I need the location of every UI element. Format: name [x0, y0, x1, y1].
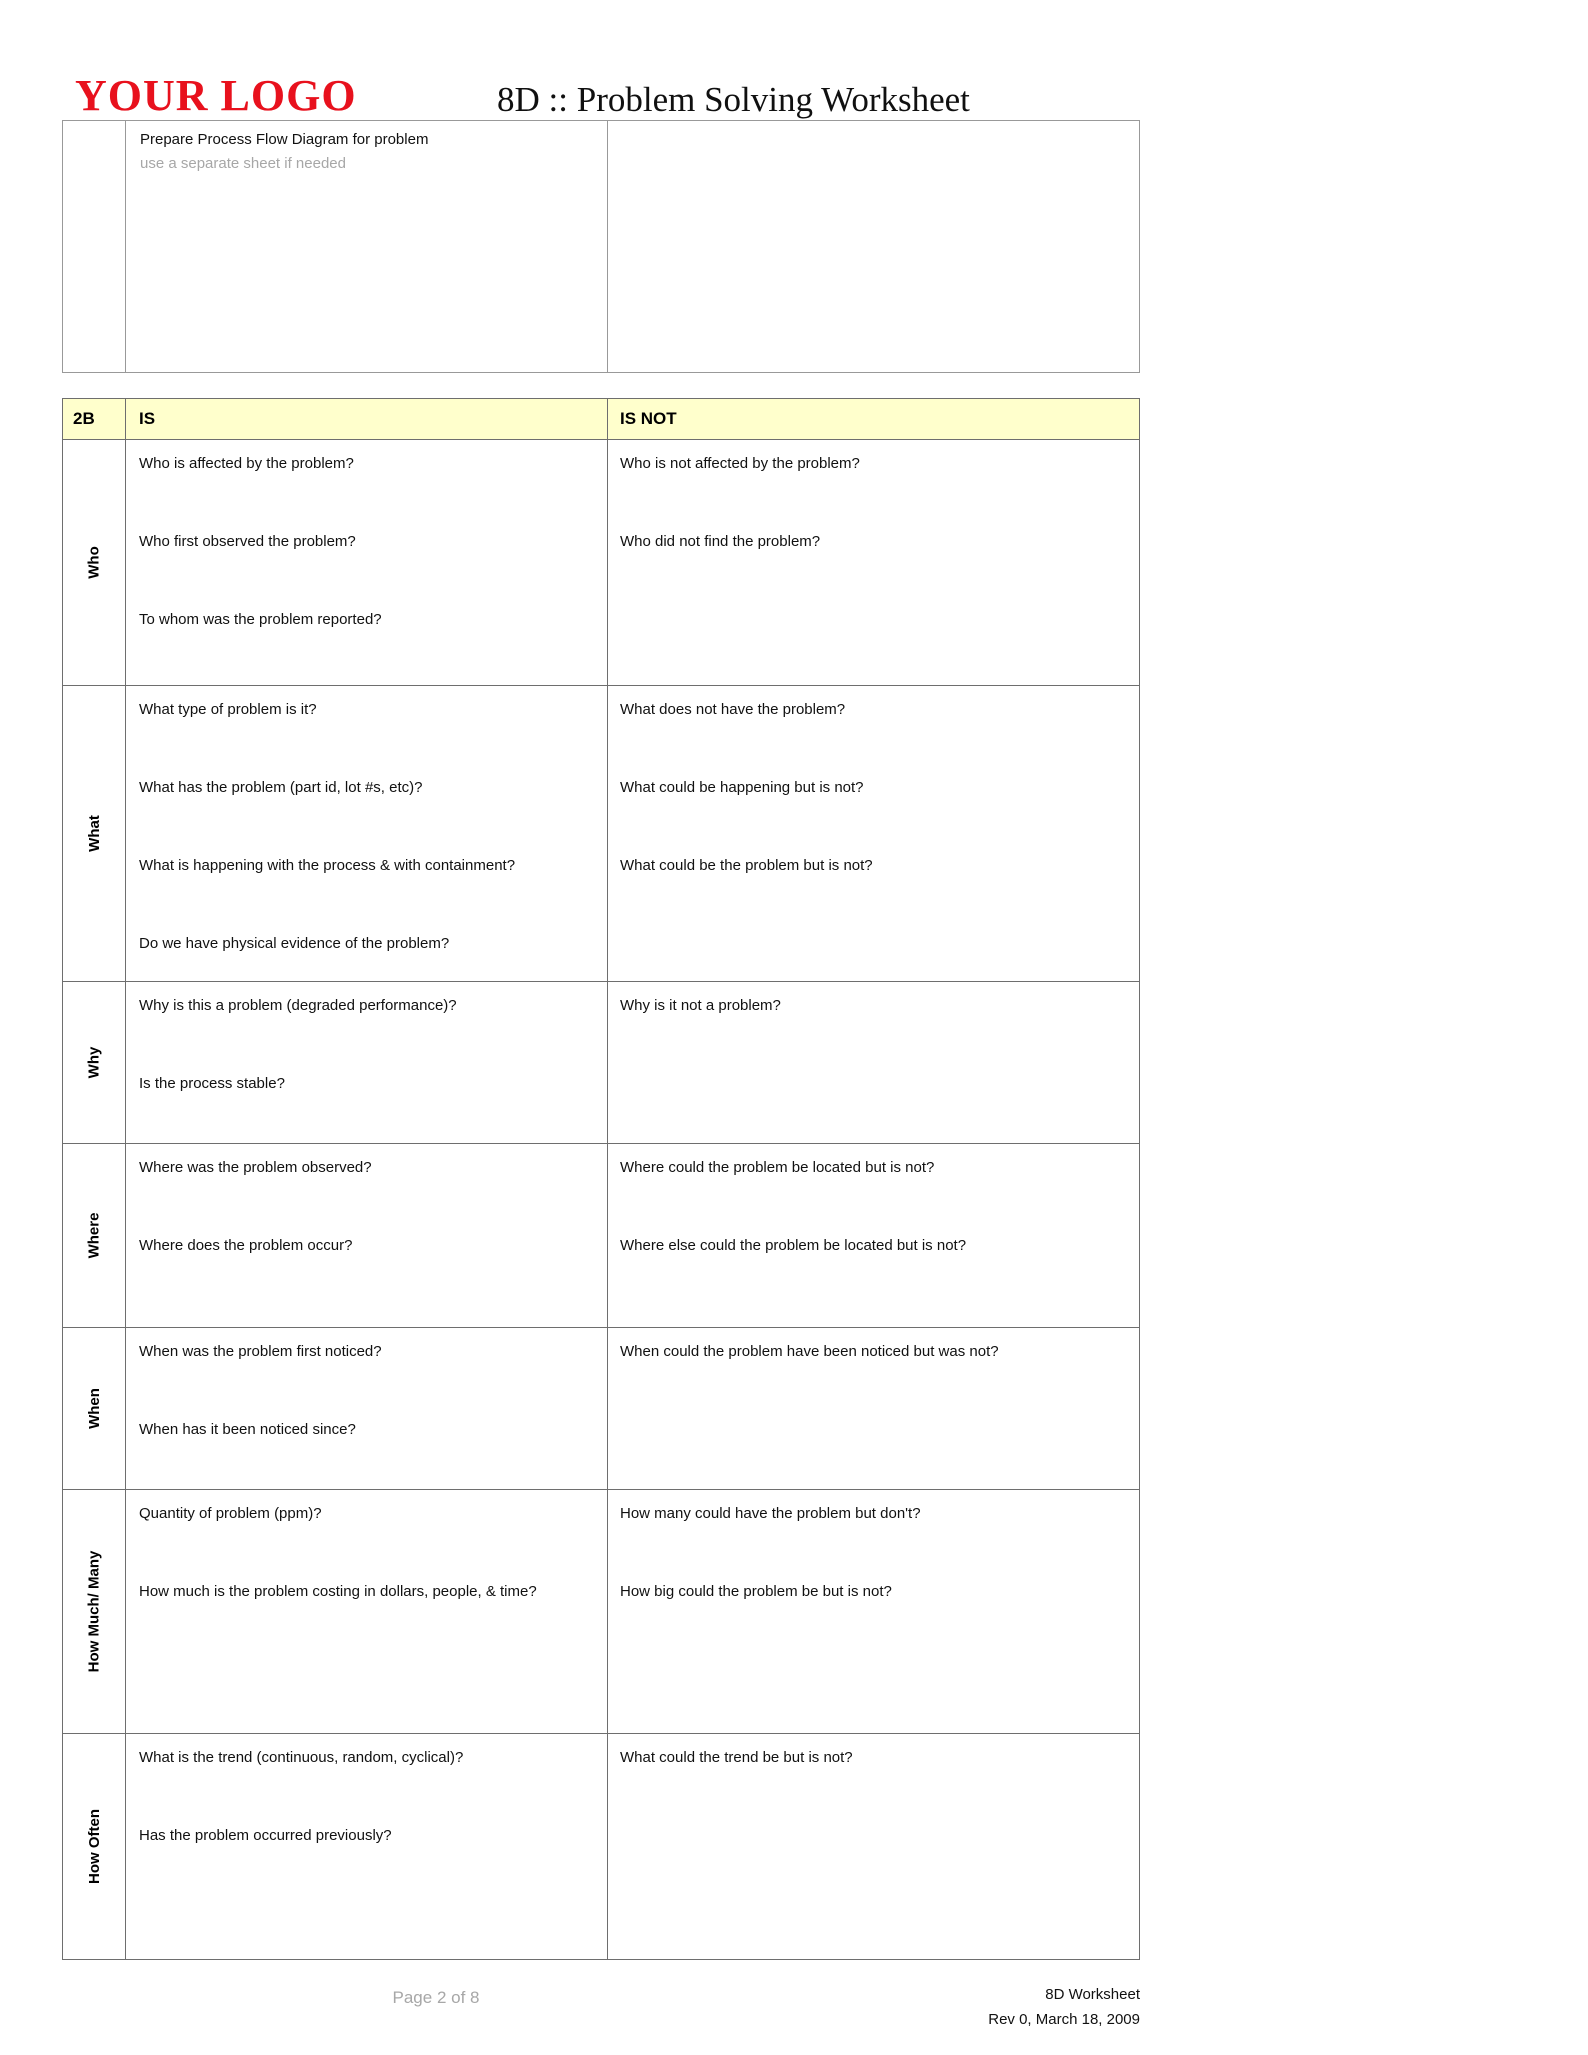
question: What could be happening but is not?: [620, 779, 864, 796]
isnot-column-header: IS NOT: [620, 409, 677, 428]
process-flow-blank-cell: [608, 121, 1139, 372]
question: What is the trend (continuous, random, cyclical)?: [139, 1749, 464, 1766]
is-cell-where: [126, 1144, 608, 1327]
question: What is happening with the process & with containment?: [139, 857, 516, 874]
question: Quantity of problem (ppm)?: [139, 1505, 322, 1522]
process-flow-instruction-cell: [126, 121, 608, 372]
question: What could the trend be but is not?: [620, 1749, 853, 1766]
is-cell-how-much-many: [126, 1490, 608, 1733]
row-label-where: Where: [85, 1212, 103, 1259]
question: How many could have the problem but don't?: [620, 1505, 921, 1522]
is-column-header: IS: [126, 399, 608, 439]
process-flow-instruction: Prepare Process Flow Diagram for problem: [140, 131, 429, 148]
table-row-what: [63, 685, 1139, 981]
row-label-what: What: [85, 815, 103, 852]
row-label-why: Why: [85, 1046, 103, 1079]
document-info: [988, 1982, 1140, 2032]
is-cell-who: [126, 440, 608, 685]
isnot-cell-how-often: [608, 1734, 1139, 1959]
question: Where does the problem occur?: [139, 1237, 353, 1254]
question: When could the problem have been noticed but was not?: [620, 1343, 999, 1360]
question: What has the problem (part id, lot #s, etc)?: [139, 779, 423, 796]
question: What type of problem is it?: [139, 701, 317, 718]
isnot-cell-how-much-many: [608, 1490, 1139, 1733]
section-id: 2B: [63, 399, 126, 439]
isnot-cell-what: [608, 686, 1139, 981]
table-row-how-much-many: [63, 1489, 1139, 1733]
is-cell-why: [126, 982, 608, 1143]
table-row-where: [63, 1143, 1139, 1327]
question: Who is not affected by the problem?: [620, 455, 860, 472]
question: Is the process stable?: [139, 1075, 285, 1092]
row-label-how-much-many: How Much/ Many: [85, 1550, 103, 1673]
question: How much is the problem costing in dollars, people, & time?: [139, 1583, 537, 1600]
question: What does not have the problem?: [620, 701, 846, 718]
is-isnot-table: [62, 398, 1140, 1960]
document-name: 8D Worksheet: [1045, 1986, 1140, 2003]
table-row-who: [63, 439, 1139, 685]
table-row-why: [63, 981, 1139, 1143]
isnot-cell-why: [608, 982, 1139, 1143]
question: Why is this a problem (degraded performance)?: [139, 997, 457, 1014]
question: What could be the problem but is not?: [620, 857, 873, 874]
question: Where else could the problem be located but is not?: [620, 1237, 967, 1254]
row-label-when: When: [85, 1388, 103, 1429]
table-header-row: [63, 399, 1139, 439]
isnot-cell-where: [608, 1144, 1139, 1327]
question: Who first observed the problem?: [139, 533, 356, 550]
table-row-when: [63, 1327, 1139, 1489]
question: To whom was the problem reported?: [139, 611, 382, 628]
question: Do we have physical evidence of the problem?: [139, 935, 450, 952]
row-label-who: Who: [85, 546, 103, 579]
isnot-cell-when: [608, 1328, 1139, 1489]
document-revision: Rev 0, March 18, 2009: [988, 2011, 1140, 2028]
question: Where could the problem be located but is not?: [620, 1159, 935, 1176]
question: Has the problem occurred previously?: [139, 1827, 392, 1844]
is-cell-how-often: [126, 1734, 608, 1959]
question: When was the problem first noticed?: [139, 1343, 382, 1360]
isnot-cell-who: [608, 440, 1139, 685]
company-logo: YOUR LOGO: [75, 71, 357, 120]
page-number: Page 2 of 8: [392, 1988, 480, 2007]
process-flow-note: use a separate sheet if needed: [140, 155, 346, 172]
question: How big could the problem be but is not?: [620, 1583, 892, 1600]
table-row-how-often: [63, 1733, 1139, 1959]
is-cell-what: [126, 686, 608, 981]
row-label-how-often: How Often: [85, 1809, 103, 1884]
question: When has it been noticed since?: [139, 1421, 356, 1438]
process-flow-label-cell: [63, 121, 126, 372]
question: Where was the problem observed?: [139, 1159, 372, 1176]
question: Who did not find the problem?: [620, 533, 821, 550]
question: Why is it not a problem?: [620, 997, 781, 1014]
is-cell-when: [126, 1328, 608, 1489]
question: Who is affected by the problem?: [139, 455, 354, 472]
page-title: 8D :: Problem Solving Worksheet: [497, 80, 970, 119]
process-flow-table: [62, 120, 1140, 373]
